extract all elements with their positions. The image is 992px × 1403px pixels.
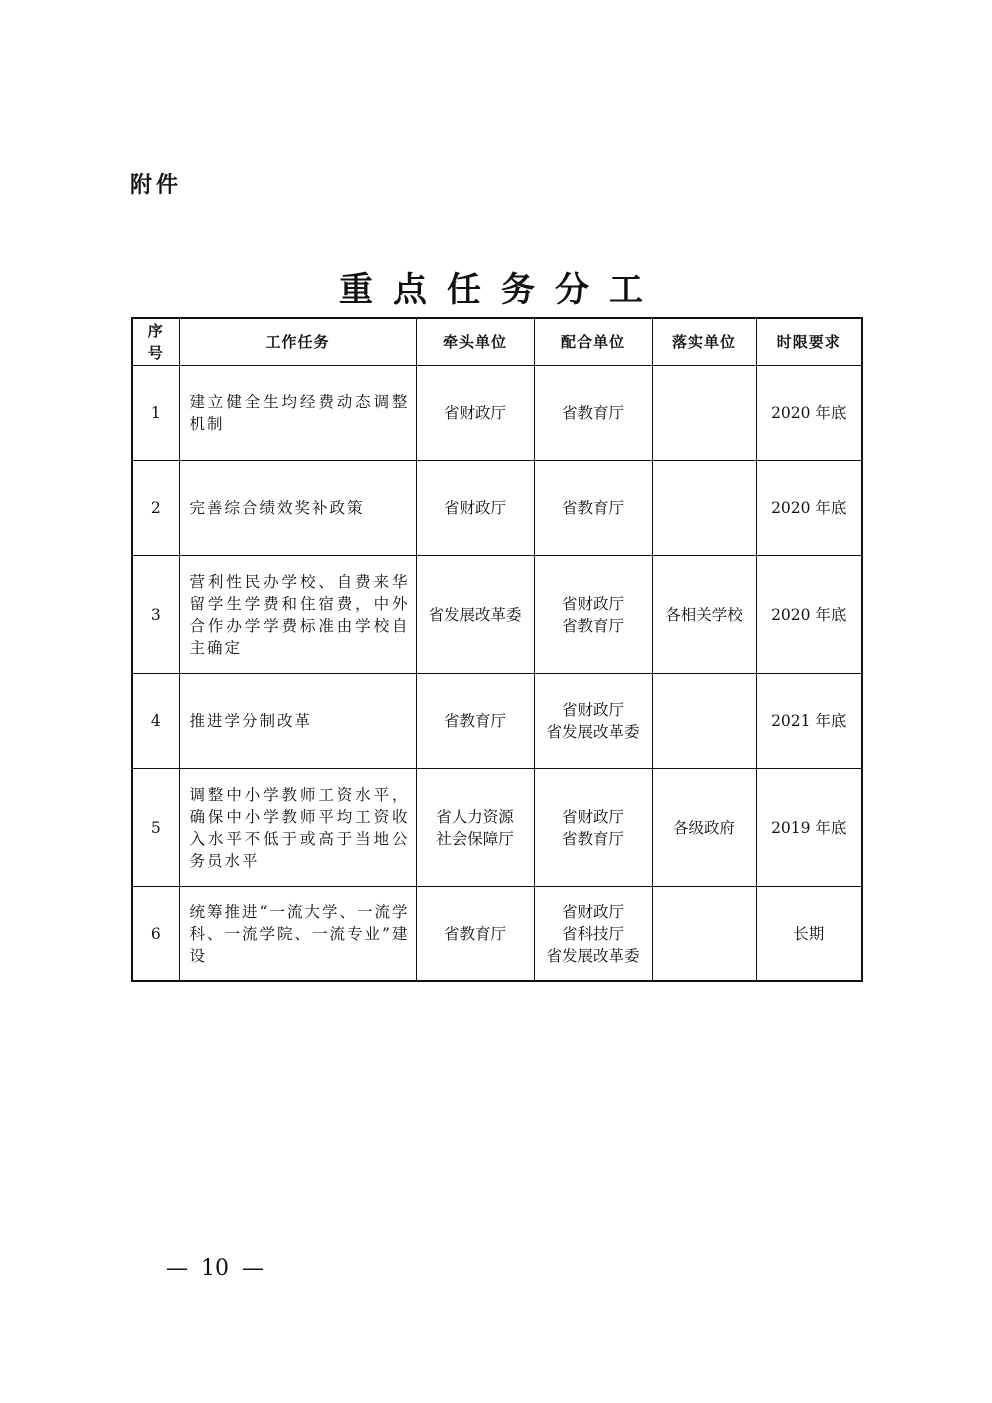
row-implement-unit [652,366,756,461]
row-support-unit: 省财政厅 省教育厅 [534,769,652,887]
row-task: 推进学分制改革 [179,674,416,769]
row-lead-unit: 省人力资源 社会保障厅 [416,769,534,887]
row-implement-unit [652,461,756,556]
row-lead-unit: 省财政厅 [416,461,534,556]
header-no: 序号 [132,318,179,366]
header-implement-unit: 落实单位 [652,318,756,366]
page-dash-left: — [166,1256,188,1281]
table-header-row [132,318,862,366]
row-implement-unit: 各级政府 [652,769,756,887]
attachment-label: 附件 [130,173,183,198]
table-row [132,674,862,769]
row-no: 6 [132,887,179,982]
task-division-table [131,317,863,982]
row-deadline: 长期 [756,887,862,982]
row-lead-unit: 省财政厅 [416,366,534,461]
row-task: 统筹推进“一流大学、一流学科、一流学院、一流专业”建设 [179,887,416,982]
header-deadline: 时限要求 [756,318,862,366]
table-row [132,769,862,887]
row-deadline: 2019 年底 [756,769,862,887]
row-lead-unit: 省教育厅 [416,887,534,982]
row-no: 2 [132,461,179,556]
header-lead-unit: 牵头单位 [416,318,534,366]
row-no: 1 [132,366,179,461]
row-no: 5 [132,769,179,887]
header-support-unit: 配合单位 [534,318,652,366]
row-support-unit: 省教育厅 [534,366,652,461]
row-deadline: 2020 年底 [756,556,862,674]
page-dash-right: — [242,1256,264,1281]
row-support-unit: 省财政厅 省教育厅 [534,556,652,674]
row-deadline: 2020 年底 [756,366,862,461]
table-row [132,887,862,982]
row-lead-unit: 省教育厅 [416,674,534,769]
page-number: 10 [201,1256,229,1281]
row-support-unit: 省财政厅 省发展改革委 [534,674,652,769]
page-number-footer [165,1256,265,1281]
row-task: 完善综合绩效奖补政策 [179,461,416,556]
row-no: 4 [132,674,179,769]
row-task: 营利性民办学校、自费来华留学生学费和住宿费，中外合作办学学费标准由学校自主确定 [179,556,416,674]
row-implement-unit [652,674,756,769]
row-deadline: 2020 年底 [756,461,862,556]
row-support-unit: 省财政厅 省科技厅 省发展改革委 [534,887,652,982]
row-implement-unit: 各相关学校 [652,556,756,674]
row-task: 建立健全生均经费动态调整机制 [179,366,416,461]
row-deadline: 2021 年底 [756,674,862,769]
row-no: 3 [132,556,179,674]
row-implement-unit [652,887,756,982]
document-title: 重点任务分工 [339,270,663,310]
row-support-unit: 省教育厅 [534,461,652,556]
row-task: 调整中小学教师工资水平，确保中小学教师平均工资收入水平不低于或高于当地公务员水平 [179,769,416,887]
row-lead-unit: 省发展改革委 [416,556,534,674]
table-row [132,556,862,674]
header-task: 工作任务 [179,318,416,366]
table-row [132,366,862,461]
table-row [132,461,862,556]
